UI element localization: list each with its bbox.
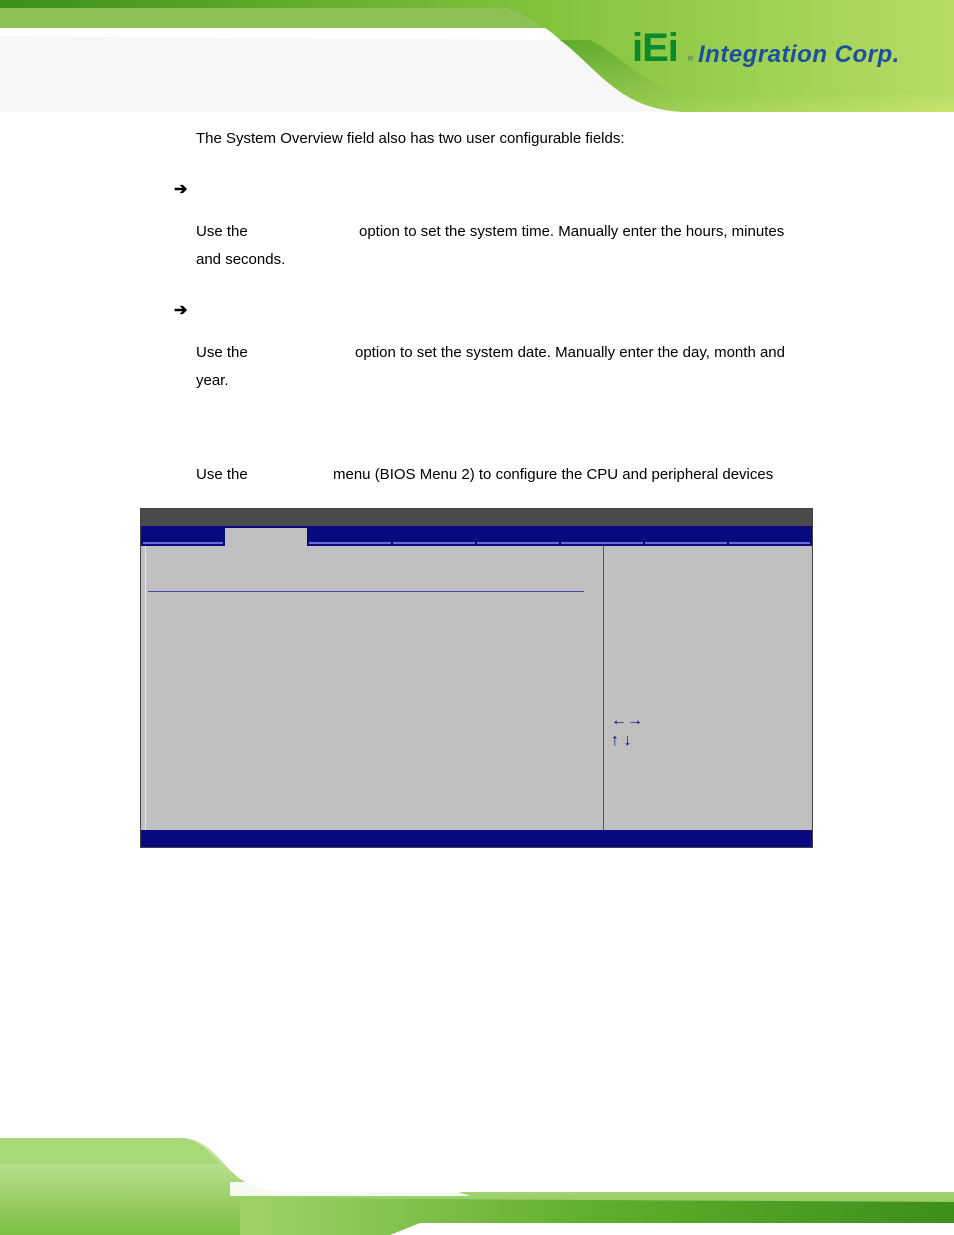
logo-mark-text: iEi	[632, 26, 678, 70]
footer-banner	[0, 1130, 954, 1235]
intro-paragraph: The System Overview field also has two user configurable fields:	[196, 130, 625, 147]
bios-settings-pane	[145, 546, 604, 830]
advanced-text-use-the: Use the	[196, 466, 248, 483]
bios-tab-main[interactable]	[143, 528, 223, 544]
bios-menu-screenshot	[140, 508, 813, 848]
bios-tab-bar	[141, 526, 812, 546]
bios-tab-advanced[interactable]	[225, 528, 307, 546]
left-right-arrows-icon: ←→	[611, 712, 643, 729]
bios-tab-4[interactable]	[393, 528, 475, 544]
advanced-text-body: menu (BIOS Menu 2) to configure the CPU and peripheral devices	[333, 466, 774, 483]
time-text-body: option to set the system time. Manually enter the hours, minutes	[359, 223, 785, 240]
brand-logo	[632, 26, 922, 72]
time-text-use-the: Use the	[196, 223, 248, 240]
arrow-right-icon: ➔	[174, 302, 188, 319]
up-down-arrows-icon: ↑ ↓	[611, 732, 632, 749]
bios-help-pane	[604, 546, 812, 830]
bios-tab-7[interactable]	[645, 528, 727, 544]
bios-tab-chipset[interactable]	[309, 528, 391, 544]
bios-footer-bar	[141, 830, 812, 847]
date-text-cont: year.	[196, 372, 229, 389]
page-footer	[0, 1130, 954, 1235]
logo-mark	[632, 28, 678, 68]
time-text-cont: and seconds.	[196, 251, 286, 268]
date-text-body: option to set the system date. Manually enter the day, month and	[355, 344, 785, 361]
page-header	[0, 0, 954, 112]
logo-wordmark: Integration Corp.	[698, 41, 900, 68]
bios-tab-5[interactable]	[477, 528, 559, 544]
bios-title-bar	[141, 509, 812, 526]
registered-mark: ®	[688, 56, 694, 63]
arrow-right-icon: ➔	[174, 181, 188, 198]
date-text-use-the: Use the	[196, 344, 248, 361]
bios-divider-line	[148, 591, 584, 592]
bios-tab-6[interactable]	[561, 528, 643, 544]
bios-tab-8[interactable]	[729, 528, 810, 544]
